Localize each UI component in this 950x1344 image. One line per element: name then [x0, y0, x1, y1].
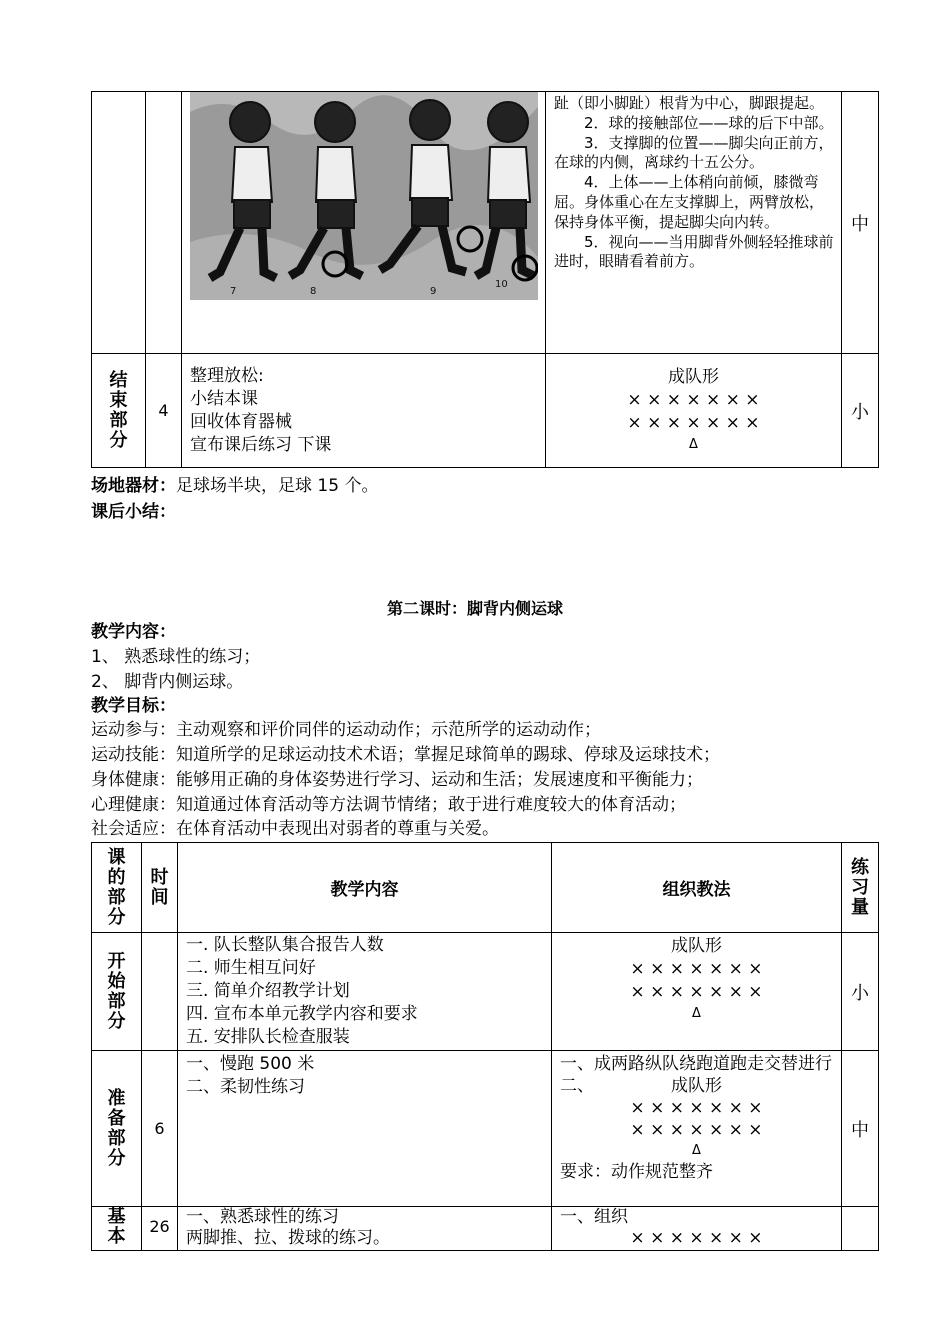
formation-cell — [546, 354, 842, 468]
formation-cell — [552, 933, 842, 1051]
content-item: 1、 熟悉球性的练习； — [91, 647, 261, 667]
goal-item: 心理健康：知道通过体育活动等方法调节情绪；敢于进行难度较大的体育活动； — [91, 795, 686, 815]
load-cell: 中 — [842, 92, 879, 354]
header-time: 时 间 — [142, 843, 178, 933]
part-label: 开 始 部 分 — [92, 933, 142, 1051]
method-step: 3．支撑脚的位置——脚尖向正前方，在球的内侧，离球约十五公分。 — [554, 133, 834, 172]
method-steps — [554, 94, 835, 272]
formation-title: 成队形 — [671, 1076, 722, 1096]
formation-block — [560, 1075, 833, 1097]
header-part: 课 的 部 分 — [92, 843, 142, 933]
load-cell: 中 — [842, 1051, 879, 1207]
time-cell — [142, 933, 178, 1051]
formation-row: × × × × × × × — [630, 1120, 763, 1140]
formation-row: × × × × × × × — [627, 390, 760, 410]
load-cell — [842, 1207, 879, 1251]
requirement-line: 要求：动作规范整齐 — [560, 1162, 713, 1182]
method-steps-cell — [546, 92, 842, 354]
formation-title: 成队形 — [671, 936, 722, 956]
part-label: 结 束 部 分 — [92, 354, 146, 468]
header-method: 组织教法 — [552, 843, 842, 933]
table-header-row — [92, 843, 879, 933]
content-cell: 一、慢跑 500 米 二、柔韧性练习 — [178, 1051, 552, 1207]
venue-label: 场地器材： — [91, 476, 176, 496]
load-cell: 小 — [842, 354, 879, 468]
method-step: 4．上体——上体稍向前倾，膝微弯屈。身体重心在左支撑脚上，两臂放松，保持身体平衡，提起脚尖向内转。 — [554, 173, 825, 231]
summary-line — [91, 497, 176, 522]
formation-row: × × × × × × × — [630, 982, 763, 1002]
kicking-sequence-image — [190, 92, 538, 300]
formation-row: × × × × × × × — [630, 1228, 763, 1248]
time-cell: 26 — [142, 1207, 178, 1251]
teacher-mark: Δ — [692, 1006, 701, 1021]
goal-item: 运动参与：主动观察和评价同伴的运动动作；示范所学的运动动作； — [91, 720, 601, 740]
method-step: 5．视向——当用脚背外侧轻轻推球前进时，眼睛看着前方。 — [554, 232, 834, 271]
goal-item: 运动技能：知道所学的足球运动技术术语；掌握足球简单的踢球、停球及运球技术； — [91, 745, 720, 765]
venue-text: 足球场半块，足球 15 个。 — [176, 476, 379, 496]
frame-number: 7 — [230, 286, 237, 297]
table-row — [92, 354, 879, 468]
method-cell — [552, 1207, 842, 1251]
load-cell: 小 — [842, 933, 879, 1051]
content-cell — [182, 92, 546, 354]
frame-number: 10 — [495, 279, 508, 290]
table-row — [92, 1051, 879, 1207]
teacher-mark: Δ — [692, 1143, 701, 1158]
time-cell: 4 — [146, 354, 182, 468]
summary-label: 课后小结： — [91, 502, 176, 522]
part-label: 基 本 — [92, 1207, 142, 1251]
content-cell: 一、熟悉球性的练习 两脚推、拉、拨球的练习。 — [178, 1207, 552, 1251]
goal-item: 身体健康：能够用正确的身体姿势进行学习、运动和生活；发展速度和平衡能力； — [91, 770, 703, 790]
method-line: 一、成两路纵队绕跑道跑走交替进行 — [560, 1054, 832, 1074]
method-step: 2．球的接触部位——球的后下中部。 — [584, 113, 834, 132]
table-row — [92, 1207, 879, 1251]
content-cell: 整理放松: 小结本课 回收体育器械 宣布课后练习 下课 — [182, 354, 546, 468]
frame-number: 9 — [430, 286, 437, 297]
frame-number: 8 — [310, 286, 317, 297]
venue-line — [91, 471, 378, 496]
header-load: 练 习 量 — [842, 843, 879, 933]
content-heading: 教学内容： — [91, 622, 176, 642]
formation-row: × × × × × × × — [630, 959, 763, 979]
lesson-table — [91, 842, 879, 1251]
content-cell: 一. 队长整队集合报告人数 二. 师生相互问好 三. 简单介绍教学计划 四. 宣布本单元教学内容和要求 五. 安排队长检查服装 — [178, 933, 552, 1051]
teacher-mark: Δ — [689, 437, 698, 452]
formation-row: × × × × × × × — [630, 1098, 763, 1118]
goals-heading: 教学目标： — [91, 696, 176, 716]
method-item: 二、 — [560, 1076, 594, 1096]
formation-title: 成队形 — [668, 367, 719, 387]
method-cell — [552, 1051, 842, 1207]
time-cell: 6 — [142, 1051, 178, 1207]
header-content: 教学内容 — [178, 843, 552, 933]
table-row — [92, 92, 879, 354]
goal-item: 社会适应：在体育活动中表现出对弱者的尊重与关爱。 — [91, 819, 499, 839]
lesson-table-continued — [91, 91, 879, 468]
table-row — [92, 933, 879, 1051]
part-cell — [92, 92, 146, 354]
method-line: 一、组织 — [560, 1207, 628, 1227]
time-cell — [146, 92, 182, 354]
lesson-title: 第二课时：脚背内侧运球 — [386, 599, 563, 618]
dribbling-illustration — [190, 92, 538, 300]
content-item: 2、 脚背内侧运球。 — [91, 672, 244, 692]
formation-row: × × × × × × × — [627, 413, 760, 433]
part-label: 准 备 部 分 — [92, 1051, 142, 1207]
method-step: 趾（即小脚趾）根背为中心，脚跟提起。 — [554, 94, 825, 112]
